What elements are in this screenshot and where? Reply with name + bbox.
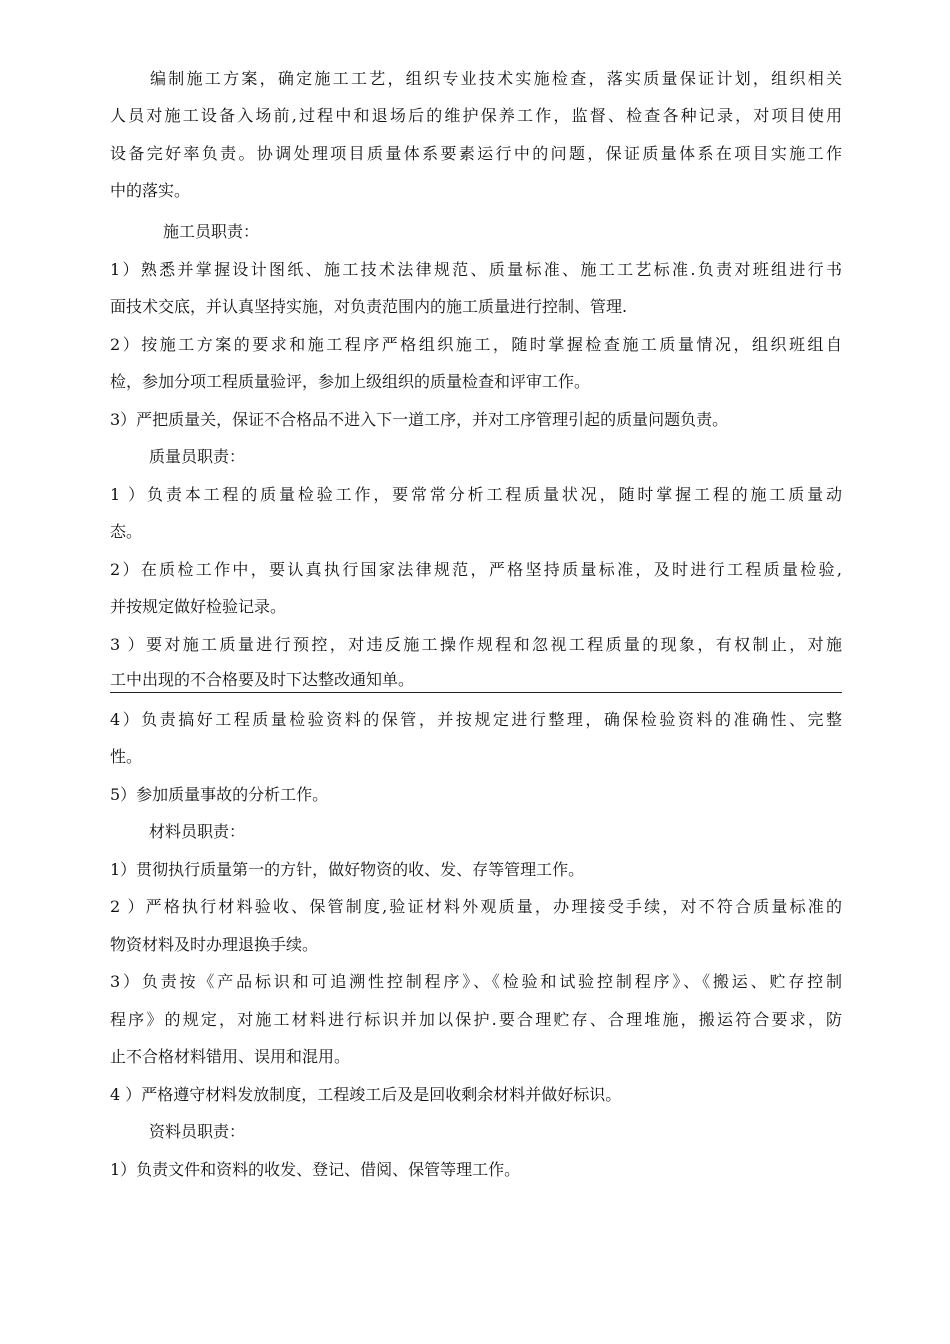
constructor-heading: 施工员职责：: [163, 222, 260, 241]
quality-item-4-line-2: 性。: [110, 747, 143, 766]
constructor-item-3: 3）严把质量关，保证不合格品不进入下一道工序，并对工序管理引起的质量问题负责。: [110, 410, 729, 429]
material-heading: 材料员职责：: [149, 822, 246, 841]
material-item-2-line-2: 物资材料及时办理退换手续。: [110, 935, 319, 954]
intro-line-2: 人员对施工设备入场前,过程中和退场后的维护保养工作，监督、检查各种记录，对项目使用: [110, 106, 842, 125]
quality-item-3-line-2: 工中出现的不合格要及时下达整改通知单。: [110, 670, 415, 689]
horizontal-rule: [110, 692, 842, 693]
material-item-1: 1）贯彻执行质量第一的方针，做好物资的收、发、存等管理工作。: [110, 860, 585, 879]
quality-item-2-line-1: 2）在质检工作中，要认真执行国家法律规范，严格坚持质量标准，及时进行工程质量检验,: [110, 560, 842, 579]
material-item-4: 4 ）严格遵守材料发放制度，工程竣工后及是回收剩余材料并做好标识。: [110, 1085, 622, 1104]
material-item-3-line-2: 程序》的规定，对施工材料进行标识并加以保护.要合理贮存、合理堆施，搬运符合要求，防: [110, 1010, 842, 1029]
constructor-item-2-line-1: 2）按施工方案的要求和施工程序严格组织施工，随时掌握检查施工质量情况，组织班组自: [110, 335, 842, 354]
constructor-item-1-line-2: 面技术交底，并认真坚持实施，对负责范围内的施工质量进行控制、管理.: [110, 297, 628, 316]
constructor-item-1-line-1: 1）熟悉并掌握设计图纸、施工技术法律规范、质量标准、施工工艺标准.负责对班组进行书: [110, 260, 842, 279]
intro-line-1: 编制施工方案，确定施工工艺，组织专业技术实施检查，落实质量保证计划，组织相关: [150, 69, 842, 88]
records-item-1: 1）负责文件和资料的收发、登记、借阅、保管等理工作。: [110, 1160, 521, 1179]
material-item-3-line-1: 3）负责按《产品标识和可追溯性控制程序》、《检验和试验控制程序》、《搬运、贮存控制: [110, 972, 842, 991]
constructor-item-2-line-2: 检，参加分项工程质量验评，参加上级组织的质量检查和评审工作。: [110, 372, 591, 391]
records-heading: 资料员职责：: [149, 1122, 246, 1141]
intro-line-4: 中的落实。: [110, 181, 191, 200]
quality-heading: 质量员职责：: [149, 447, 246, 466]
quality-item-4-line-1: 4）负责搞好工程质量检验资料的保管，并按规定进行整理，确保检验资料的准确性、完整: [110, 710, 842, 729]
quality-item-2-line-2: 并按规定做好检验记录。: [110, 597, 287, 616]
quality-item-3-line-1: 3 ）要对施工质量进行预控，对违反施工操作规程和忽视工程质量的现象，有权制止，对施: [110, 635, 842, 654]
quality-item-1-line-1: 1 ）负责本工程的质量检验工作，要常常分析工程质量状况，随时掌握工程的施工质量动: [110, 485, 842, 504]
material-item-3-line-3: 止不合格材料错用、误用和混用。: [110, 1047, 351, 1066]
material-item-2-line-1: 2 ）严格执行材料验收、保管制度,验证材料外观质量，办理接受手续，对不符合质量标准的: [110, 897, 842, 916]
quality-item-1-line-2: 态。: [110, 522, 143, 541]
quality-item-5: 5）参加质量事故的分析工作。: [110, 785, 329, 804]
intro-line-3: 设备完好率负责。协调处理项目质量体系要素运行中的问题，保证质量体系在项目实施工作: [110, 144, 842, 163]
